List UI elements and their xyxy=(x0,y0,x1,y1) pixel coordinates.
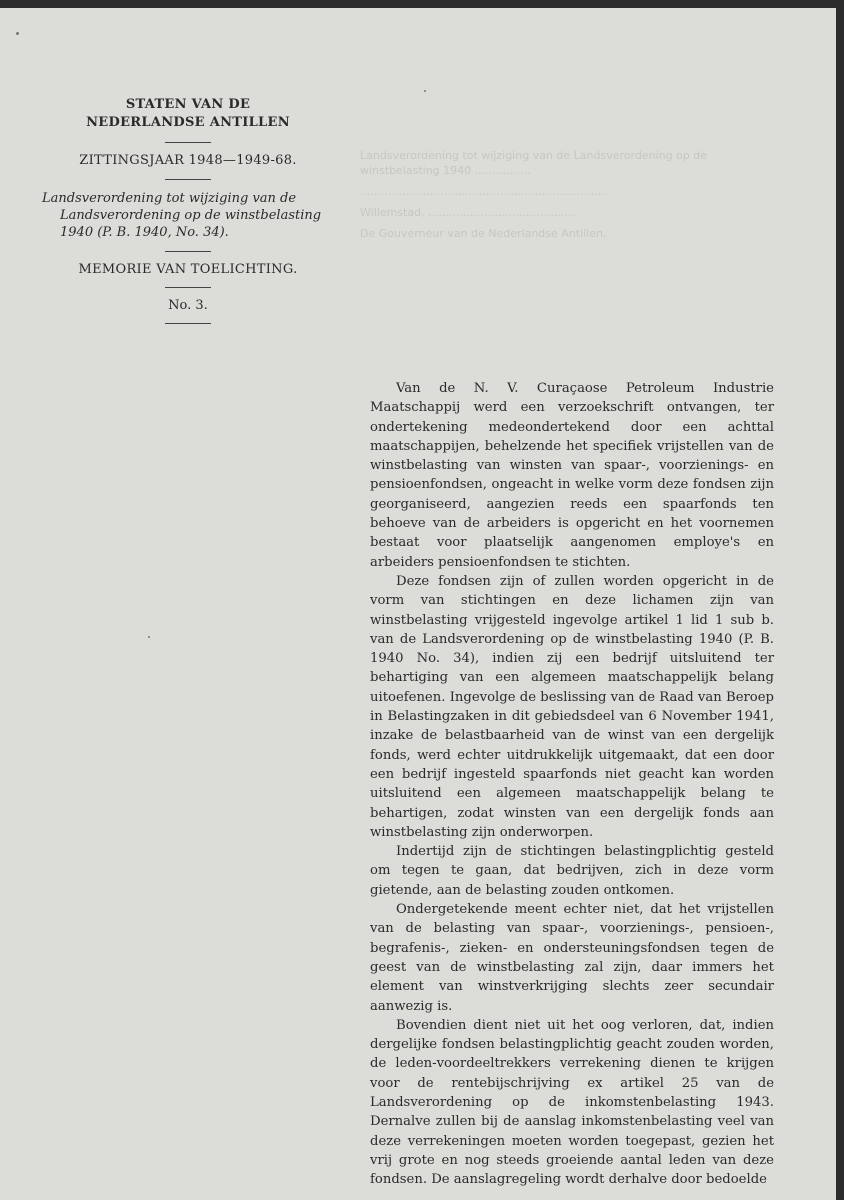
paragraph-1: Van de N. V. Curaçaose Petroleum Industrie Maatschappij werd een verzoekschrift ontvangen, ter ondertekening medeondertekend door een achttal maatschappijen, behelzende het specifiek vrijstellen van de winstbelasting van winsten van spaar-, voorzienings- en pensioenfondsen, ongeacht in welke vorm deze fondsen zijn georganiseerd, aangezien reeds een spaarfonds ten behoeve van de arbeiders is opgericht en het voornemen bestaat voor plaatselijk aangenomen employe's en arbeiders pensioenfondsen te stichten. xyxy=(370,381,774,570)
paragraph-5: Bovendien dient niet uit het oog verloren, dat, indien dergelijke fondsen belastingplichtig geacht zouden worden, de leden-voordeeltrekkers verrekening dienen te krijgen voor de rentebijschrijving ex artikel 25 van de Landsverordening op de inkomstenbelasting 1943. Dernalve zullen bij de aanslag inkomstenbelasting veel van deze verrekeningen moeten worden toegepast, gezien het vrij grote en nog steeds groeiende aantal leden van deze fondsen. De aanslagregeling wordt derhalve door bedoelde xyxy=(370,1017,774,1188)
paragraph-4: Ondergetekende meent echter niet, dat het vrijstellen van de belasting van spaar-, voorzienings-, pensioen-, begrafenis-, zieken- en ondersteuningsfondsen tegen de geest van de winstbelasting zal zijn, daar immers het element van winstverkrijging slechts zeer secundair aanwezig is. xyxy=(370,902,774,1014)
body-text xyxy=(370,379,774,1189)
paragraph-2: Deze fondsen zijn of zullen worden opgericht in de vorm van stichtingen en deze lichamen zijn van winstbelasting vrijgesteld ingevolge artikel 1 lid 1 sub b. van de Landsverordening op de winstbelasting 1940 (P. B. 1940 No. 34), indien zij een bedrijf uitsluitend ter behartiging van een algemeen maatschappelijk belang uitoefenen. Ingevolge de beslissing van de Raad van Beroep in Belastingzaken in dit gebiedsdeel van 6 November 1941, inzake de belastbaarheid van de winst van een dergelijk fonds, werd echter uitdrukkelijk uitgemaakt, dat een door een bedrijf ingesteld spaarfonds niet geacht kan worden uitsluitend een algemeen maatschappelijk belang te behartigen, zodat winsten van een dergelijk fonds aan winstbelasting zijn onderworpen. xyxy=(370,573,774,840)
law-title-line-1: Landsverordening tot wijziging van de xyxy=(42,191,297,206)
memo-heading: MEMORIE VAN TOELICHTING. xyxy=(78,262,298,277)
divider xyxy=(165,142,211,143)
document-number: No. 3. xyxy=(168,298,208,313)
law-title-line-3: 1940 (P. B. 1940, No. 34). xyxy=(60,225,229,240)
scan-border-right xyxy=(836,0,844,1200)
title-line-1: STATEN VAN DE xyxy=(125,97,251,112)
title-line-2: NEDERLANDSE ANTILLEN xyxy=(86,115,290,130)
session-year: ZITTINGSJAAR 1948—1949-68. xyxy=(79,153,297,168)
paragraph-3: Indertijd zijn de stichtingen belastingplichtig gesteld om tegen te gaan, dat bedrijven, zich in deze vorm gietende, aan de belasting zouden ontkomen. xyxy=(370,844,774,898)
bleed-through-text: Landsverordening tot wijziging van de Landsverordening op de winstbelasting 1940 ................ ....................................................................... Willemstad, .......................................... De Gouverneur van de Nederlandse Antillen, xyxy=(360,149,708,240)
speck xyxy=(148,636,150,638)
document-header xyxy=(38,96,338,334)
divider xyxy=(165,323,211,324)
scan-border-top xyxy=(0,0,844,8)
law-title-line-2: Landsverordening op de winstbelasting xyxy=(60,208,322,223)
divider xyxy=(165,251,211,252)
speck xyxy=(16,32,19,35)
divider xyxy=(165,287,211,288)
divider xyxy=(165,179,211,180)
speck xyxy=(424,90,426,92)
law-title xyxy=(38,190,338,241)
document-page xyxy=(0,8,836,1200)
